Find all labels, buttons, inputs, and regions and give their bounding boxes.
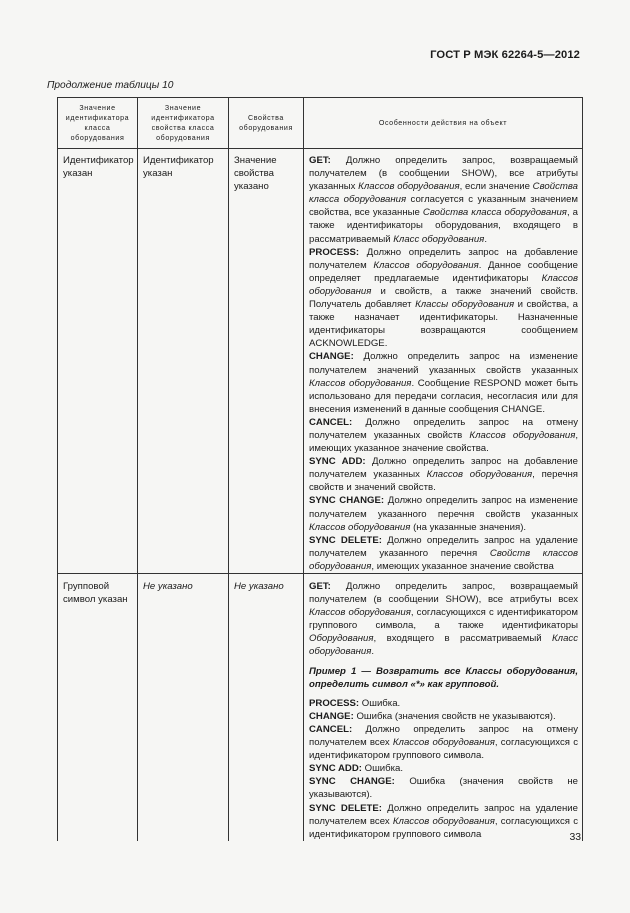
action-keyword: SYNC ADD: (309, 456, 366, 468)
italic-term: Классов оборудования (469, 429, 576, 441)
action-keyword: SYNC DELETE: (309, 534, 382, 546)
column-header-property-id: Значение идентификатора свойства класса оборудования (138, 98, 229, 149)
action-entry (309, 580, 578, 659)
column-header-action-features: Особенности действия на объект (304, 98, 583, 149)
action-text: Должно определить запрос на удаление получателем всех (309, 802, 578, 827)
action-entry (309, 246, 578, 351)
italic-term: Класс оборудования (309, 633, 578, 658)
action-text: , если значение (459, 181, 533, 193)
action-text: , перечня свойств и значений свойств. (309, 469, 578, 494)
italic-term: Классов оборудования (392, 815, 495, 827)
action-text: . Сообщение RESPOND может быть использовано для передачи согласия, несогласия или для внесения изменений в данные сообщения CHANGE. (309, 377, 578, 415)
action-text: , входящего в рассматриваемый (373, 633, 552, 645)
cell-action-features (304, 574, 583, 841)
italic-term: Классов оборудования (309, 377, 412, 389)
action-entry (309, 802, 578, 841)
action-entry (309, 350, 578, 415)
action-text: Должно определить запрос на удаление получателем указанного перечня (309, 534, 578, 559)
action-text: , согласующихся с идентификатором группового символа (309, 815, 578, 840)
cell-property-id: Идентификатор указан (138, 149, 229, 574)
action-text: Должно определить запрос, возвращаемый получателем (в сообщении SHOW), все атрибуты указанных (309, 155, 578, 193)
action-keyword: SYNC CHANGE: (309, 776, 395, 788)
action-text: и свойств, а также значений свойств. Получатель добавляет (309, 285, 578, 311)
action-text: Должно определить запрос на добавление получателем указанных (309, 456, 578, 481)
equipment-class-table (57, 97, 583, 841)
action-text: Должно определить запрос на добавление получателем (309, 246, 578, 271)
action-keyword: CANCEL: (309, 416, 353, 428)
action-text: согласуется с указанным значением свойства, все указанные (309, 194, 579, 219)
action-text: (на указанные значения). (410, 521, 527, 533)
column-header-equipment-properties: Свойства оборудования (229, 98, 304, 149)
action-text: , имеющих указанное значение свойства (371, 560, 554, 572)
italic-term: Свойств классов оборудования (309, 547, 579, 572)
action-keyword: GET: (309, 155, 331, 166)
action-text: Должно определить запрос, возвращаемый получателем (в сообщении SHOW), все атрибуты всех (309, 581, 578, 606)
action-keyword: SYNC DELETE: (309, 802, 382, 814)
action-text: Должно определить запрос на изменение получателем указанного перечня свойств указанных (309, 495, 578, 520)
column-header-class-id: Значение идентификатора класса оборудования (58, 98, 138, 149)
action-text: Ошибка (значения свойств не указываются). (309, 776, 578, 801)
cell-class-id: Идентификатор указан (58, 149, 138, 574)
action-entry (309, 154, 578, 246)
action-text: , согласующихся с идентификатором группового символа. (309, 737, 578, 762)
page-number: 33 (569, 832, 581, 843)
action-entry (309, 697, 578, 710)
cell-class-id: Групповой символ указан (58, 574, 138, 841)
italic-term: Классов оборудования (392, 737, 495, 749)
table-row (58, 574, 583, 841)
action-text: Ошибка (значения свойств не указываются). (353, 710, 556, 722)
action-keyword: SYNC CHANGE: (309, 495, 385, 507)
italic-term: Классов оборудования (373, 259, 479, 271)
action-text: . Данное сообщение определяет предлагаемые идентификаторы (309, 259, 578, 284)
italic-term: Классов оборудования (309, 607, 411, 619)
italic-term: Оборудования (309, 633, 374, 645)
italic-term: Классов оборудования (358, 181, 460, 193)
action-entry (309, 416, 578, 455)
italic-term: Классов оборудования (309, 521, 411, 533)
action-keyword: GET: (309, 581, 331, 592)
cell-property-id: Не указано (138, 574, 229, 841)
cell-property-value: Не указано (229, 574, 304, 841)
action-keyword: CHANGE: (309, 710, 354, 722)
table-caption: Продолжение таблицы 10 (47, 80, 174, 91)
action-entry (309, 494, 578, 533)
action-text: , а также идентификаторы оборудования, входящего в рассматриваемый (309, 207, 578, 245)
action-text: , имеющих указанное значение свойства. (309, 429, 578, 455)
italic-term: Классов оборудования (309, 272, 578, 297)
italic-term: Свойства класса оборудования (422, 207, 567, 219)
action-text: . (484, 233, 487, 245)
action-text: . (371, 646, 375, 658)
table-row (58, 149, 583, 574)
action-text: и свойства, а также назначает идентификаторы. Назначенные идентификаторы возвращаются сообщением ACKNOWLEDGE. (309, 299, 578, 350)
action-entry (309, 762, 578, 775)
action-keyword: CHANGE: (309, 351, 354, 363)
action-keyword: CANCEL: (309, 723, 353, 735)
action-entry (309, 710, 578, 723)
action-keyword: SYNC ADD: (309, 763, 362, 775)
italic-term: Класс оборудования (393, 233, 485, 245)
table-header-row (58, 98, 583, 149)
action-text: Должно определить запрос на отмену получателем указанных свойств (309, 416, 578, 441)
action-text: Должно определить запрос на отмену получателем всех (309, 723, 578, 749)
action-text: Ошибка. (361, 763, 404, 775)
action-entry (309, 775, 578, 801)
cell-action-features (304, 149, 583, 574)
action-text: Ошибка. (359, 697, 401, 709)
action-entry (309, 534, 578, 573)
action-entry (309, 455, 578, 494)
action-keyword: PROCESS: (309, 697, 360, 709)
italic-term: Классы оборудования (415, 299, 515, 311)
action-text: , согласующихся с идентификатором группового символа, а также идентификаторы (309, 607, 578, 632)
cell-property-value: Значение свойства указано (229, 149, 304, 574)
example-note: Пример 1 — Возвратить все Классы оборудования, определить символ «*» как групповой. (309, 665, 578, 690)
italic-term: Классов оборудования (426, 469, 533, 481)
italic-term: Свойства класса оборудования (309, 181, 578, 206)
action-entry (309, 723, 578, 762)
action-keyword: PROCESS: (309, 246, 360, 258)
document-header: ГОСТ Р МЭК 62264-5—2012 (430, 49, 580, 61)
action-text: Должно определить запрос на изменение получателем значений указанных свойств указанных (309, 351, 578, 376)
